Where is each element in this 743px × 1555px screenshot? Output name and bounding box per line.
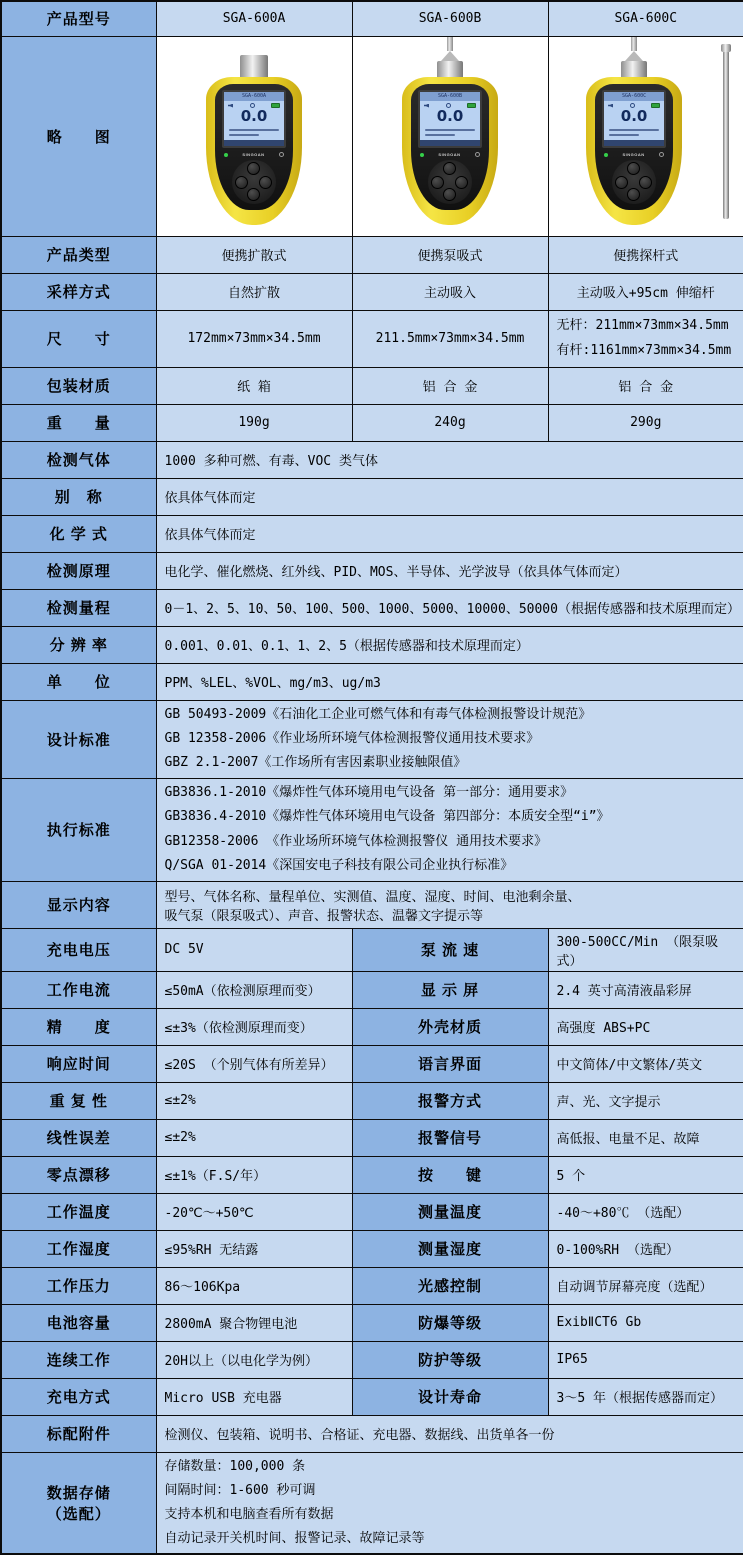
row-label-measure-temp: 测量温度: [352, 1193, 548, 1230]
table-row: [1, 1, 743, 36]
screen-statusbar: [420, 140, 480, 147]
spec-value: -20℃～+50℃: [156, 1193, 352, 1230]
battery-icon: [651, 103, 660, 108]
row-label-working-current: 工作电流: [1, 971, 156, 1008]
row-label-design-standard: 设计标准: [1, 700, 156, 778]
spec-value: 0-100%RH （选配）: [548, 1230, 743, 1267]
battery-icon: [467, 103, 476, 108]
sensor-probe: [206, 55, 302, 77]
row-label-accessories: 标配附件: [1, 1415, 156, 1452]
table-row: [1, 1415, 743, 1452]
speaker-icon: [228, 104, 233, 108]
spec-value: 依具体气体而定: [156, 515, 743, 552]
enter-button: [627, 188, 640, 201]
row-label-linearity-error: 线性误差: [1, 1119, 156, 1156]
table-row: [1, 441, 743, 478]
spec-value: PPM、%LEL、%VOL、mg/m3、ug/m3: [156, 663, 743, 700]
dimension-with-rod: 有杆:1161mm×73mm×34.5mm: [557, 339, 736, 363]
design-standard-line: GB 12358-2006《作业场所环境气体检测报警仪通用技术要求》: [165, 727, 736, 751]
table-row: [1, 1230, 743, 1267]
telescopic-rod: [723, 51, 729, 219]
row-label-design-life: 设计寿命: [352, 1378, 548, 1415]
power-icon: [279, 152, 284, 157]
row-label-accuracy: 精 度: [1, 1008, 156, 1045]
table-row: [1, 589, 743, 626]
spec-value: ≤95%RH 无结露: [156, 1230, 352, 1267]
table-row: [1, 1082, 743, 1119]
design-standard-line: GBZ 2.1-2007《工作场所有害因素职业接触限值》: [165, 751, 736, 775]
product-image-cell-b: [352, 36, 548, 236]
left-button: [235, 176, 248, 189]
spec-value: [156, 881, 743, 928]
left-button: [431, 176, 444, 189]
spec-value: 主动吸入: [352, 273, 548, 310]
product-image-cell-a: [156, 36, 352, 236]
led-indicator: [224, 153, 228, 157]
pump-probe: [402, 36, 498, 77]
right-button: [259, 176, 272, 189]
row-label-working-pressure: 工作压力: [1, 1267, 156, 1304]
table-row: [1, 663, 743, 700]
row-label-language: 语言界面: [352, 1045, 548, 1082]
row-label-sampling: 采样方式: [1, 273, 156, 310]
data-storage-label-line: 数据存储: [2, 1482, 156, 1503]
screen-title: SGA-600A: [224, 92, 284, 101]
spec-value: 20H以上（以电化学为例）: [156, 1341, 352, 1378]
spec-value: 300-500CC/Min （限泵吸式）: [548, 928, 743, 971]
spec-value: 2800mA 聚合物锂电池: [156, 1304, 352, 1341]
power-icon: [659, 152, 664, 157]
enter-button: [443, 188, 456, 201]
spec-value: 211.5mm×73mm×34.5mm: [352, 310, 548, 367]
table-row: [1, 971, 743, 1008]
spec-value: [156, 1452, 743, 1554]
table-row: [1, 515, 743, 552]
product-image-cell-c: [548, 36, 743, 236]
table-row: [1, 404, 743, 441]
device-screen: [222, 90, 286, 148]
row-label-display-content: 显示内容: [1, 881, 156, 928]
device-photo-sga600b: [353, 37, 548, 235]
spec-value: 检测仪、包装箱、说明书、合格证、充电器、数据线、出货单各一份: [156, 1415, 743, 1452]
speaker-icon: [424, 104, 429, 108]
model-name-c: SGA-600C: [548, 1, 743, 36]
exec-standard-line: GB3836.4-2010《爆炸性气体环境用电气设备 第四部分：本质安全型“i”》: [165, 805, 736, 829]
button-cluster: [232, 160, 276, 204]
row-label-product-type: 产品类型: [1, 236, 156, 273]
spec-value: 主动吸入+95cm 伸缩杆: [548, 273, 743, 310]
table-row: [1, 1156, 743, 1193]
model-name-a: SGA-600A: [156, 1, 352, 36]
row-label-working-humidity: 工作湿度: [1, 1230, 156, 1267]
spec-value: 中文简体/中文繁体/英文: [548, 1045, 743, 1082]
spec-value: DC 5V: [156, 928, 352, 971]
table-row: [1, 36, 743, 236]
spec-value: 铝 合 金: [352, 367, 548, 404]
table-row: [1, 1378, 743, 1415]
table-row: [1, 1341, 743, 1378]
right-button: [639, 176, 652, 189]
display-content-line: 吸气泵（限泵吸式）、声音、报警状态、温馨文字提示等: [165, 905, 736, 924]
storage-line: 自动记录开关机时间、报警记录、故障记录等: [165, 1527, 736, 1551]
row-label-charge-voltage: 充电电压: [1, 928, 156, 971]
screen-reading: 0.0: [604, 108, 664, 125]
screen-statusbar: [604, 140, 664, 147]
row-label-principle: 检测原理: [1, 552, 156, 589]
display-content-line: 型号、气体名称、量程单位、实测值、温度、湿度、时间、电池剩余量、: [165, 886, 736, 905]
spec-value: 0.001、0.01、0.1、1、2、5（根据传感器和技术原理而定）: [156, 626, 743, 663]
spec-value: Micro USB 充电器: [156, 1378, 352, 1415]
row-label-weight: 重 量: [1, 404, 156, 441]
spec-value: 172mm×73mm×34.5mm: [156, 310, 352, 367]
led-indicator: [604, 153, 608, 157]
row-label-zero-drift: 零点漂移: [1, 1156, 156, 1193]
table-row: [1, 1304, 743, 1341]
screen-reading: 0.0: [420, 108, 480, 125]
row-label-explosionproof-grade: 防爆等级: [352, 1304, 548, 1341]
spec-value: 自动调节屏幕亮度（选配）: [548, 1267, 743, 1304]
spec-value: 纸 箱: [156, 367, 352, 404]
row-label-dimensions: 尺 寸: [1, 310, 156, 367]
table-row: [1, 1045, 743, 1082]
exec-standard-line: GB3836.1-2010《爆炸性气体环境用电气设备 第一部分：通用要求》: [165, 781, 736, 805]
spec-value: 自然扩散: [156, 273, 352, 310]
brand-label: SINGOAN: [242, 152, 264, 157]
spec-value: [156, 778, 743, 881]
row-label-packaging: 包装材质: [1, 367, 156, 404]
battery-icon: [271, 103, 280, 108]
enter-button: [247, 188, 260, 201]
storage-line: 存储数量：100,000 条: [165, 1455, 736, 1479]
row-label-unit: 单 位: [1, 663, 156, 700]
table-row: [1, 236, 743, 273]
spec-value: 1000 多种可燃、有毒、VOC 类气体: [156, 441, 743, 478]
spec-value: 240g: [352, 404, 548, 441]
exec-standard-line: Q/SGA 01-2014《深国安电子科技有限公司企业执行标准》: [165, 854, 736, 878]
spec-value: 铝 合 金: [548, 367, 743, 404]
row-label-working-temp: 工作温度: [1, 1193, 156, 1230]
spec-value: -40～+80℃ （选配）: [548, 1193, 743, 1230]
device-body: [586, 77, 682, 225]
device-screen: [602, 90, 666, 148]
device-screen: [418, 90, 482, 148]
device-body: [206, 77, 302, 225]
data-storage-label-line: （选配）: [2, 1503, 156, 1524]
row-label-range: 检测量程: [1, 589, 156, 626]
spec-value: [156, 700, 743, 778]
model-name-b: SGA-600B: [352, 1, 548, 36]
table-row: [1, 928, 743, 971]
table-row: [1, 310, 743, 367]
spec-value: 2.4 英寸高清液晶彩屏: [548, 971, 743, 1008]
table-row: [1, 778, 743, 881]
table-row: [1, 1452, 743, 1554]
row-label-repeatability: 重 复 性: [1, 1082, 156, 1119]
screen-title: SGA-600C: [604, 92, 664, 101]
power-icon: [475, 152, 480, 157]
screen-title: SGA-600B: [420, 92, 480, 101]
spec-value: ≤±2%: [156, 1082, 352, 1119]
spec-value: 电化学、催化燃烧、红外线、PID、MOS、半导体、光学波导（依具体气体而定）: [156, 552, 743, 589]
row-label-continuous-work: 连续工作: [1, 1341, 156, 1378]
table-row: [1, 1119, 743, 1156]
spec-value: 86～106Kpa: [156, 1267, 352, 1304]
spec-value: 0－1、2、5、10、50、100、500、1000、5000、10000、50000（根据传感器和技术原理而定）: [156, 589, 743, 626]
spec-value: [548, 310, 743, 367]
spec-value: ≤±1%（F.S/年）: [156, 1156, 352, 1193]
table-row: [1, 700, 743, 778]
row-label-formula: 化 学 式: [1, 515, 156, 552]
device-body: [402, 77, 498, 225]
table-row: [1, 1008, 743, 1045]
table-row: [1, 626, 743, 663]
device-photo-sga600c: [549, 37, 743, 235]
row-label-light-control: 光感控制: [352, 1267, 548, 1304]
row-label-pump-flow: 泵 流 速: [352, 928, 548, 971]
storage-line: 间隔时间：1-600 秒可调: [165, 1479, 736, 1503]
screen-statusbar: [224, 140, 284, 147]
dimension-no-rod: 无杆：211mm×73mm×34.5mm: [557, 314, 736, 338]
row-label-product-model: 产品型号: [1, 1, 156, 36]
storage-line: 支持本机和电脑查看所有数据: [165, 1503, 736, 1527]
row-label-protection-grade: 防护等级: [352, 1341, 548, 1378]
exec-standard-line: GB12358-2006 《作业场所环境气体检测报警仪 通用技术要求》: [165, 830, 736, 854]
table-row: [1, 273, 743, 310]
row-label-response-time: 响应时间: [1, 1045, 156, 1082]
brand-label: SINGOAN: [622, 152, 644, 157]
spec-value: 290g: [548, 404, 743, 441]
probe-rod-head: [586, 36, 682, 77]
led-indicator: [420, 153, 424, 157]
spec-value: 高强度 ABS+PC: [548, 1008, 743, 1045]
brand-label: SINGOAN: [438, 152, 460, 157]
row-label-exec-standard: 执行标准: [1, 778, 156, 881]
spec-value: 便携探杆式: [548, 236, 743, 273]
device-photo-sga600a: [157, 37, 352, 235]
button-cluster: [612, 160, 656, 204]
spec-value: ≤50mA（依检测原理而变）: [156, 971, 352, 1008]
spec-value: ≤±3%（依检测原理而变）: [156, 1008, 352, 1045]
spec-value: 高低报、电量不足、故障: [548, 1119, 743, 1156]
right-button: [455, 176, 468, 189]
table-row: [1, 552, 743, 589]
table-row: [1, 1267, 743, 1304]
spec-value: 5 个: [548, 1156, 743, 1193]
spec-value: 依具体气体而定: [156, 478, 743, 515]
table-row: [1, 881, 743, 928]
spec-value: 190g: [156, 404, 352, 441]
table-row: [1, 478, 743, 515]
row-label-measure-humidity: 测量湿度: [352, 1230, 548, 1267]
row-label-gases: 检测气体: [1, 441, 156, 478]
row-label-resolution: 分 辨 率: [1, 626, 156, 663]
table-row: [1, 367, 743, 404]
spec-value: 声、光、文字提示: [548, 1082, 743, 1119]
row-label-buttons: 按 键: [352, 1156, 548, 1193]
spec-value: IP65: [548, 1341, 743, 1378]
row-label-display-screen: 显 示 屏: [352, 971, 548, 1008]
spec-value: 便携泵吸式: [352, 236, 548, 273]
row-label-data-storage: [1, 1452, 156, 1554]
design-standard-line: GB 50493-2009《石油化工企业可燃气体和有毒气体检测报警设计规范》: [165, 703, 736, 727]
row-label-sketch: 略 图: [1, 36, 156, 236]
spec-value: ExibⅡCT6 Gb: [548, 1304, 743, 1341]
button-cluster: [428, 160, 472, 204]
spec-value: 3～5 年（根据传感器而定）: [548, 1378, 743, 1415]
menu-button: [627, 162, 640, 175]
row-label-alarm-signal: 报警信号: [352, 1119, 548, 1156]
row-label-shell-material: 外壳材质: [352, 1008, 548, 1045]
spec-value: ≤20S （个别气体有所差异）: [156, 1045, 352, 1082]
spec-value: 便携扩散式: [156, 236, 352, 273]
menu-button: [247, 162, 260, 175]
menu-button: [443, 162, 456, 175]
row-label-charge-method: 充电方式: [1, 1378, 156, 1415]
spec-value: ≤±2%: [156, 1119, 352, 1156]
speaker-icon: [608, 104, 613, 108]
row-label-alias: 别 称: [1, 478, 156, 515]
row-label-battery-capacity: 电池容量: [1, 1304, 156, 1341]
screen-reading: 0.0: [224, 108, 284, 125]
left-button: [615, 176, 628, 189]
table-row: [1, 1193, 743, 1230]
row-label-alarm-mode: 报警方式: [352, 1082, 548, 1119]
